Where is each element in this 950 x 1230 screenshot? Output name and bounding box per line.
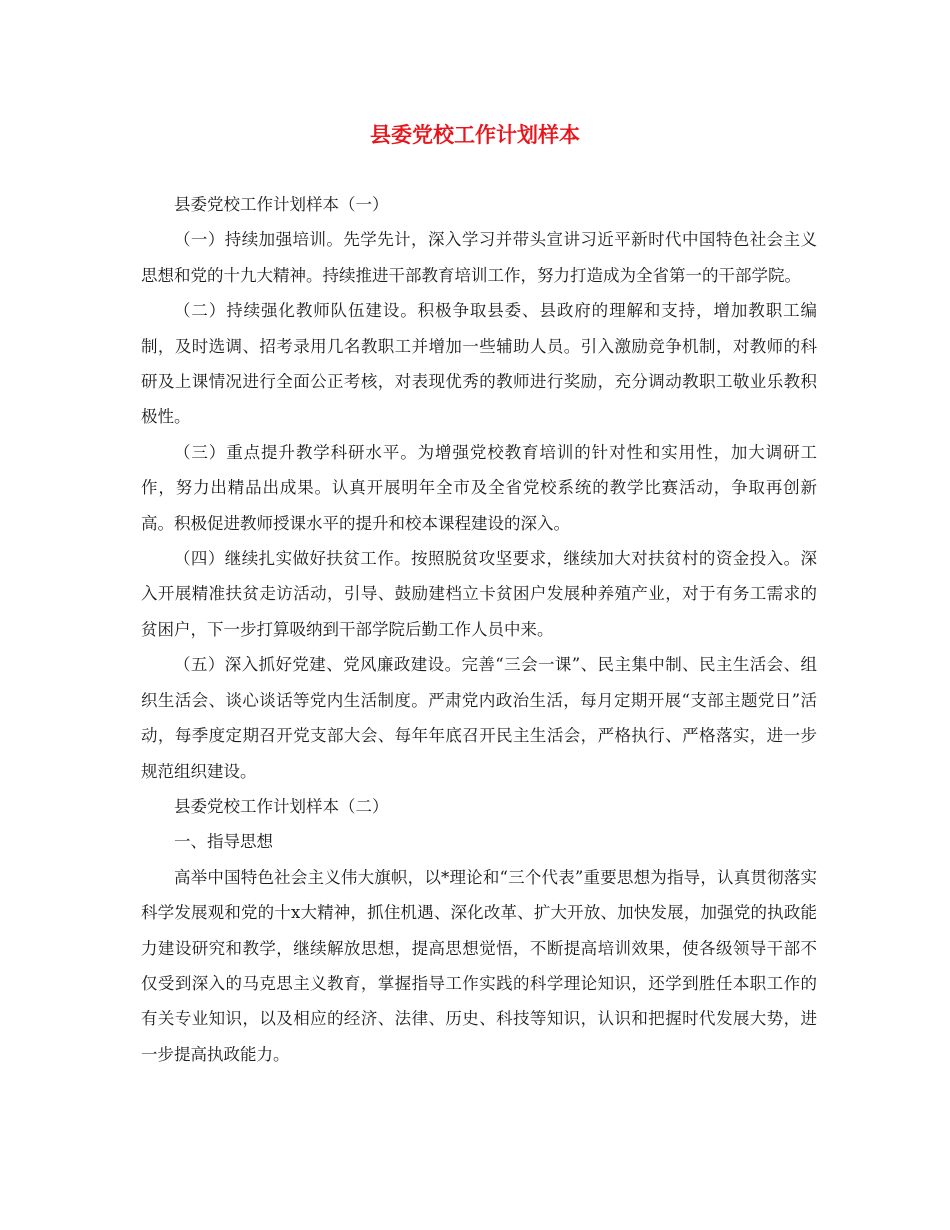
paragraph-3: （三）重点提升教学科研水平。为增强党校教育培训的针对性和实用性，加大调研工作，努力出精品出成果。认真开展明年全市及全省党校系统的教学比赛活动，争取再创新高。积极促进教师授课水平的提升和校本课程建设的深入。 [141, 442, 817, 533]
document-title: 县委党校工作计划样本 [370, 122, 580, 147]
paragraph-1: （一）持续加强培训。先学先计，深入学习并带头宣讲习近平新时代中国特色社会主义思想和党的十九大精神。持续推进干部教育培训工作，努力打造成为全省第一的干部学院。 [141, 230, 817, 285]
paragraph-4: （四）继续扎实做好扶贫工作。按照脱贫攻坚要求，继续加大对扶贫村的资金投入。深入开展精准扶贫走访活动，引导、鼓励建档立卡贫困户发展种养殖产业，对于有务工需求的贫困户，下一步打算吸纳到干部学院后勤工作人员中来。 [141, 549, 817, 639]
section-heading-2: 县委党校工作计划样本（二） [174, 796, 389, 816]
subheading-guiding-ideology: 一、指导思想 [174, 832, 273, 852]
paragraph-6: 高举中国特色社会主义伟大旗帜，以*理论和“三个代表”重要思想为指导，认真贯彻落实科学发展观和党的十x大精神，抓住机遇、深化改革、扩大开放、加快发展，加强党的执政能力建设研究和教学，继续解放思想，提高思想觉悟，不断提高培训效果，使各级领导干部不仅受到深入的马克思主义教育，掌握指导工作实践的科学理论知识，还学到胜任本职工作的有关专业知识，以及相应的经济、法律、历史、科技等知识，认识和把握时代发展大势，进一步提高执政能力。 [141, 867, 817, 1064]
paragraph-5: （五）深入抓好党建、党风廉政建设。完善“三会一课”、民主集中制、民主生活会、组织生活会、谈心谈话等党内生活制度。严肃党内政治生活，每月定期开展“支部主题党日”活动，每季度定期召开党支部大会、每年年底召开民主生活会，严格执行、严格落实，进一步规范组织建设。 [141, 655, 817, 781]
section-heading-1: 县委党校工作计划样本（一） [174, 195, 389, 214]
document-body [141, 187, 817, 1072]
paragraph-2: （二）持续强化教师队伍建设。积极争取县委、县政府的理解和支持，增加教职工编制，及时选调、招考录用几名教职工并增加一些辅助人员。引入激励竞争机制，对教师的科研及上课情况进行全面公正考核，对表现优秀的教师进行奖励，充分调动教职工敬业乐教积极性。 [141, 301, 817, 427]
